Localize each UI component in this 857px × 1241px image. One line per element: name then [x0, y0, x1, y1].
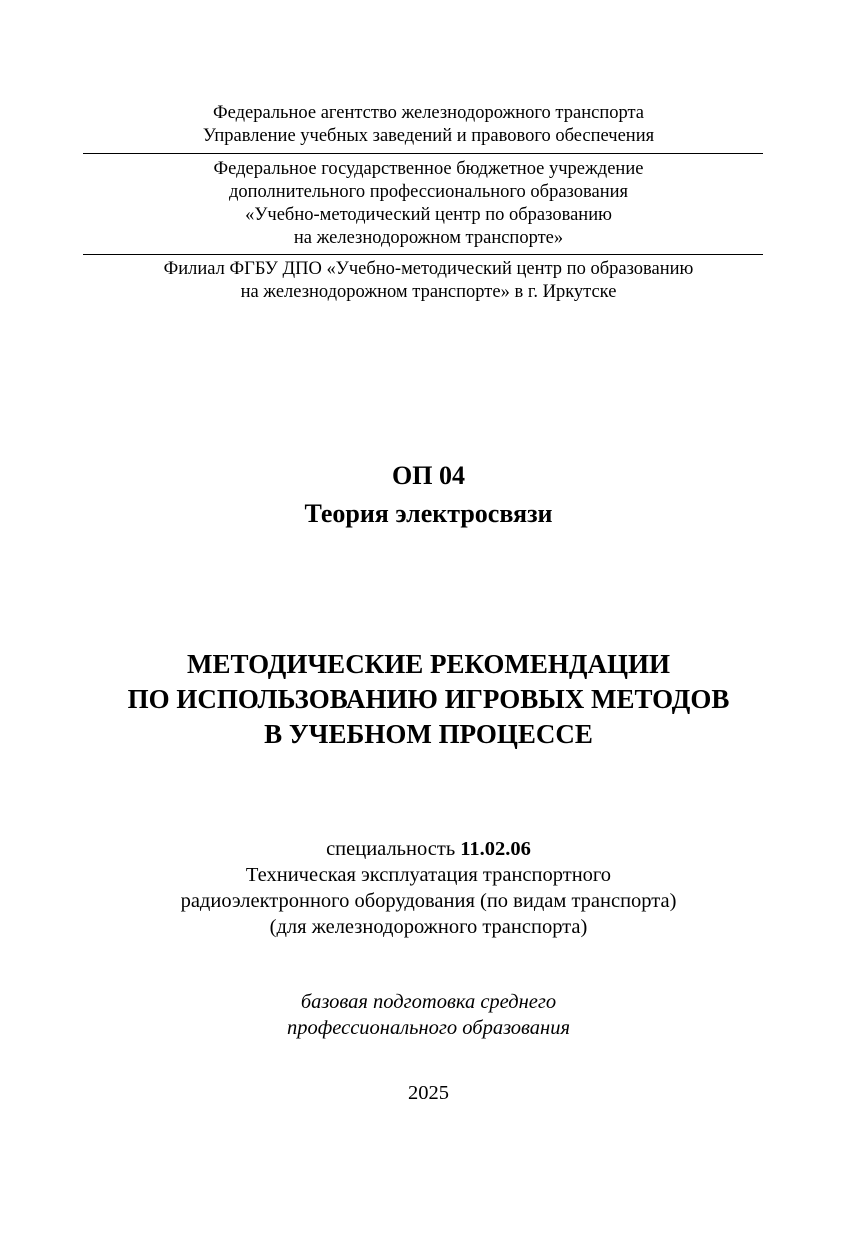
- specialty-block: [0, 836, 857, 940]
- discipline-block: [0, 459, 857, 531]
- discipline-name: Теория электросвязи: [304, 499, 553, 528]
- training-level-line-2: профессионального образования: [286, 1017, 571, 1039]
- branch-line-2: на железнодорожном транспорте» в г. Иркутске: [240, 282, 617, 302]
- specialty-line-2: радиоэлектронного оборудования (по видам транспорта): [180, 890, 677, 912]
- specialty-line-3: (для железнодорожного транспорта): [269, 916, 588, 938]
- branch-block: [0, 258, 857, 304]
- specialty-heading: [0, 836, 857, 862]
- agency-block: [0, 102, 857, 148]
- agency-line-1: Федеральное агентство железнодорожного транспорта: [212, 103, 644, 123]
- training-level-block: [0, 989, 857, 1041]
- discipline-code: ОП 04: [392, 461, 465, 490]
- title-line-1: МЕТОДИЧЕСКИЕ РЕКОМЕНДАЦИИ: [186, 649, 671, 679]
- branch-line-1: Филиал ФГБУ ДПО «Учебно-методический центр по образованию: [163, 259, 694, 279]
- document-title: [0, 647, 857, 752]
- institution-line-4: на железнодорожном транспорте»: [293, 228, 564, 248]
- institution-line-3: «Учебно-методический центр по образованию: [245, 205, 612, 225]
- specialty-prefix: специальность: [326, 838, 461, 860]
- header-divider-2: [83, 254, 763, 255]
- institution-line-2: дополнительного профессионального образования: [228, 182, 629, 202]
- specialty-line-1: Техническая эксплуатация транспортного: [245, 864, 612, 886]
- year: 2025: [408, 1082, 449, 1104]
- agency-line-2: Управление учебных заведений и правового обеспечения: [202, 126, 655, 146]
- institution-line-1: Федеральное государственное бюджетное учреждение: [213, 159, 644, 179]
- institution-block: [0, 158, 857, 250]
- training-level-line-1: базовая подготовка среднего: [300, 991, 557, 1013]
- header-divider-1: [83, 153, 763, 154]
- title-line-3: В УЧЕБНОМ ПРОЦЕССЕ: [264, 719, 593, 749]
- specialty-code: 11.02.06: [460, 838, 531, 860]
- title-line-2: ПО ИСПОЛЬЗОВАНИЮ ИГРОВЫХ МЕТОДОВ: [127, 684, 730, 714]
